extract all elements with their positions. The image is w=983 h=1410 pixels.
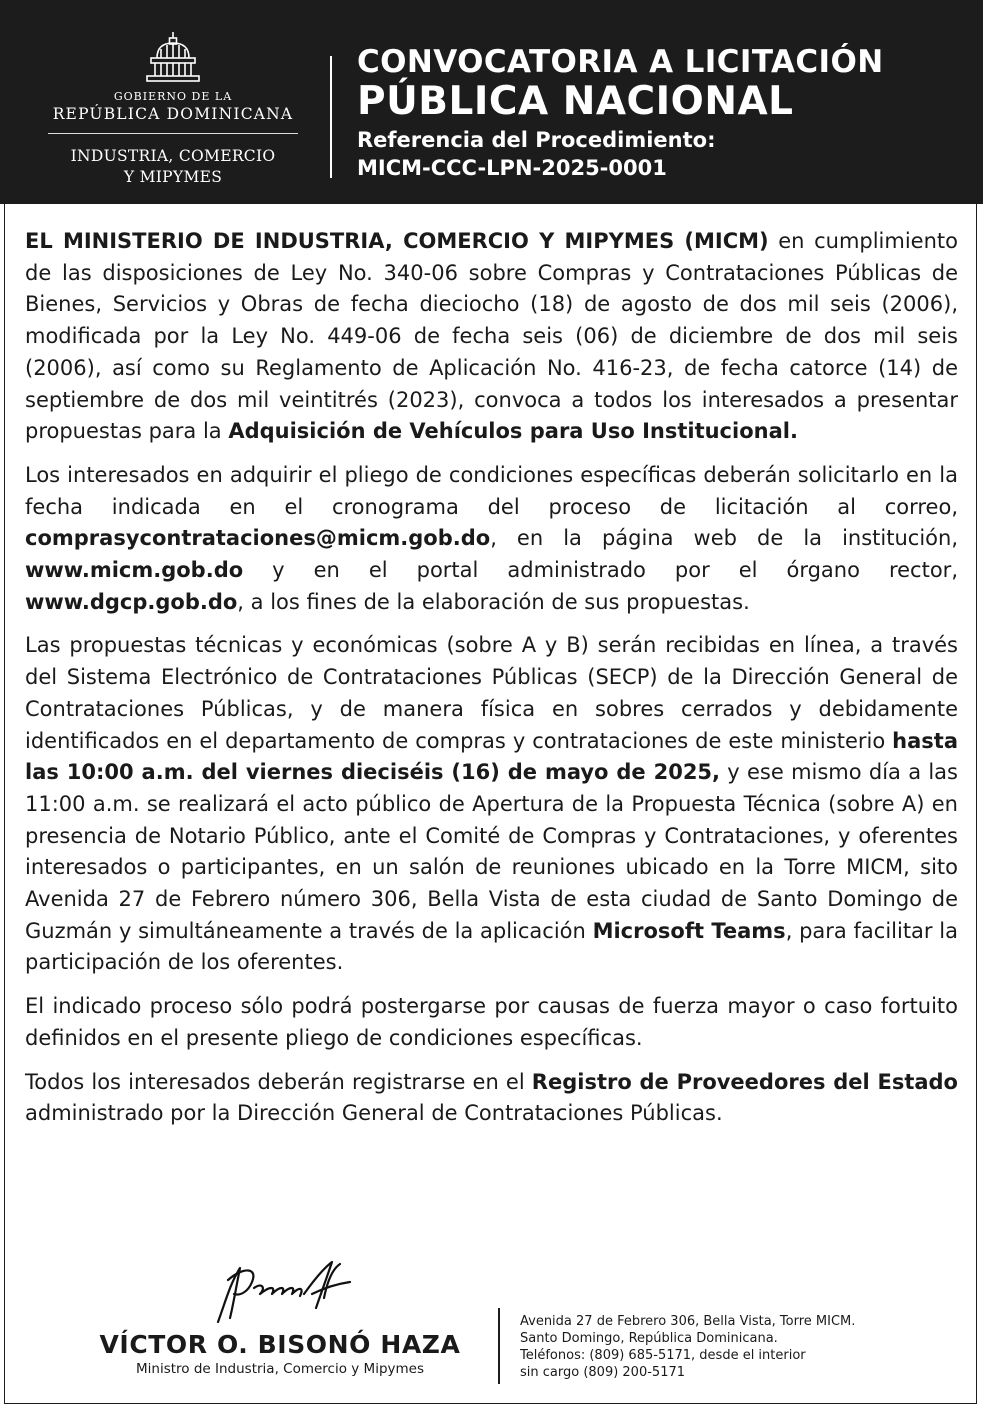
- paragraph-3: Las propuestas técnicas y económicas (sobre A y B) serán recibidas en línea, a través del Sistema Electrónico de Contrataciones Públicas (SECP) de la Dirección General de Contrataciones Públicas, y de manera física en sobres cerrados y debidamente identificados en el departamento de compras y contrataciones de este ministerio hasta las 10:00 a.m. del viernes dieciséis (16) de mayo de 2025, y ese mismo día a las 11:00 a.m. se realizará el acto público de Apertura de la Propuesta Técnica (sobre A) en presencia de Notario Público, ante el Comité de Compras y Contrataciones, y oferentes interesados o participantes, en un salón de reuniones ubicado en la Torre MICM, sito Avenida 27 de Febrero número 306, Bella Vista de esta ciudad de Santo Domingo de Guzmán y simultáneamente a través de la aplicación Microsoft Teams, para facilitar la participación de los oferentes.: [25, 633, 958, 975]
- government-logo: [28, 30, 318, 188]
- reference-code: MICM-CCC-LPN-2025-0001: [357, 156, 667, 180]
- signature-icon: [200, 1258, 380, 1328]
- address-line-1: Avenida 27 de Febrero 306, Bella Vista, Torre MICM.: [520, 1314, 856, 1329]
- footer-divider: [498, 1308, 500, 1384]
- palace-dome-icon: [141, 30, 205, 84]
- ministry-name: EL MINISTERIO DE INDUSTRIA, COMERCIO Y MIPYMES (MICM): [25, 229, 769, 253]
- signature-block: [60, 1258, 500, 1408]
- ministry-line-2: Y MIPYMES: [123, 168, 223, 186]
- website-link: www.micm.gob.do: [25, 558, 244, 583]
- signer-title: Ministro de Industria, Comercio y Mipymes: [136, 1361, 424, 1377]
- paragraph-2: Los interesados en adquirir el pliego de condiciones específicas deberán solicitarlo en la fecha indicada en el cronograma del proceso de licitación al correo, comprasycontrataciones@micm.gob.do, en la página web de la institución, www.micm.gob.do y en el portal administrado por el órgano rector, www.dgcp.gob.do, a los fines de la elaboración de sus propuestas.: [25, 462, 958, 614]
- republic-label: REPÚBLICA DOMINICANA: [52, 105, 294, 123]
- teams-app: Microsoft Teams: [592, 918, 786, 943]
- address-line-4: sin cargo (809) 200-5171: [520, 1365, 686, 1380]
- address-block: [520, 1313, 960, 1381]
- header-banner: [0, 0, 983, 204]
- reference-label: Referencia del Procedimiento:: [357, 128, 716, 152]
- address-line-3: Teléfonos: (809) 685-5171, desde el interior: [520, 1348, 806, 1363]
- logo-divider: [48, 133, 298, 134]
- address-line-2: Santo Domingo, República Dominicana.: [520, 1331, 778, 1346]
- supplier-registry: Registro de Proveedores del Estado: [531, 1069, 958, 1094]
- signer-name: VÍCTOR O. BISONÓ HAZA: [99, 1330, 461, 1359]
- deadline: hasta las 10:00 a.m. del viernes dieciséis (16) de mayo de 2025,: [25, 728, 958, 785]
- paragraph-4: El indicado proceso sólo podrá postergarse por causas de fuerza mayor o caso fortuito definidos en el presente pliego de condiciones específicas.: [25, 994, 958, 1050]
- email-link: comprasycontrataciones@micm.gob.do: [25, 526, 491, 551]
- government-label: GOBIERNO DE LA: [113, 90, 233, 103]
- ministry-line-1: INDUSTRIA, COMERCIO: [70, 147, 276, 165]
- paragraph-5: Todos los interesados deberán registrarse en el Registro de Proveedores del Estado administrado por la Dirección General de Contrataciones Públicas.: [25, 1069, 958, 1126]
- header-divider: [330, 56, 332, 178]
- notice-body: [25, 226, 958, 1142]
- title-block: [357, 44, 967, 182]
- title-line-2: PÚBLICA NACIONAL: [357, 79, 794, 124]
- title-line-1: CONVOCATORIA A LICITACIÓN: [357, 44, 884, 80]
- paragraph-1: EL MINISTERIO DE INDUSTRIA, COMERCIO Y MIPYMES (MICM) en cumplimiento de las disposiciones de Ley No. 340-06 sobre Compras y Contrataciones Públicas de Bienes, Servicios y Obras de fecha dieciocho (18) de agosto de dos mil seis (2006), modificada por la Ley No. 449-06 de fecha seis (06) de diciembre de dos mil seis (2006), así como su Reglamento de Aplicación No. 416-23, de fecha catorce (14) de septiembre de dos mil veintitrés (2023), convoca a todos los interesados a presentar propuestas para la Adquisición de Vehículos para Uso Institucional.: [25, 229, 958, 444]
- procurement-object: Adquisición de Vehículos para Uso Institucional.: [228, 419, 798, 444]
- portal-link: www.dgcp.gob.do: [25, 589, 238, 614]
